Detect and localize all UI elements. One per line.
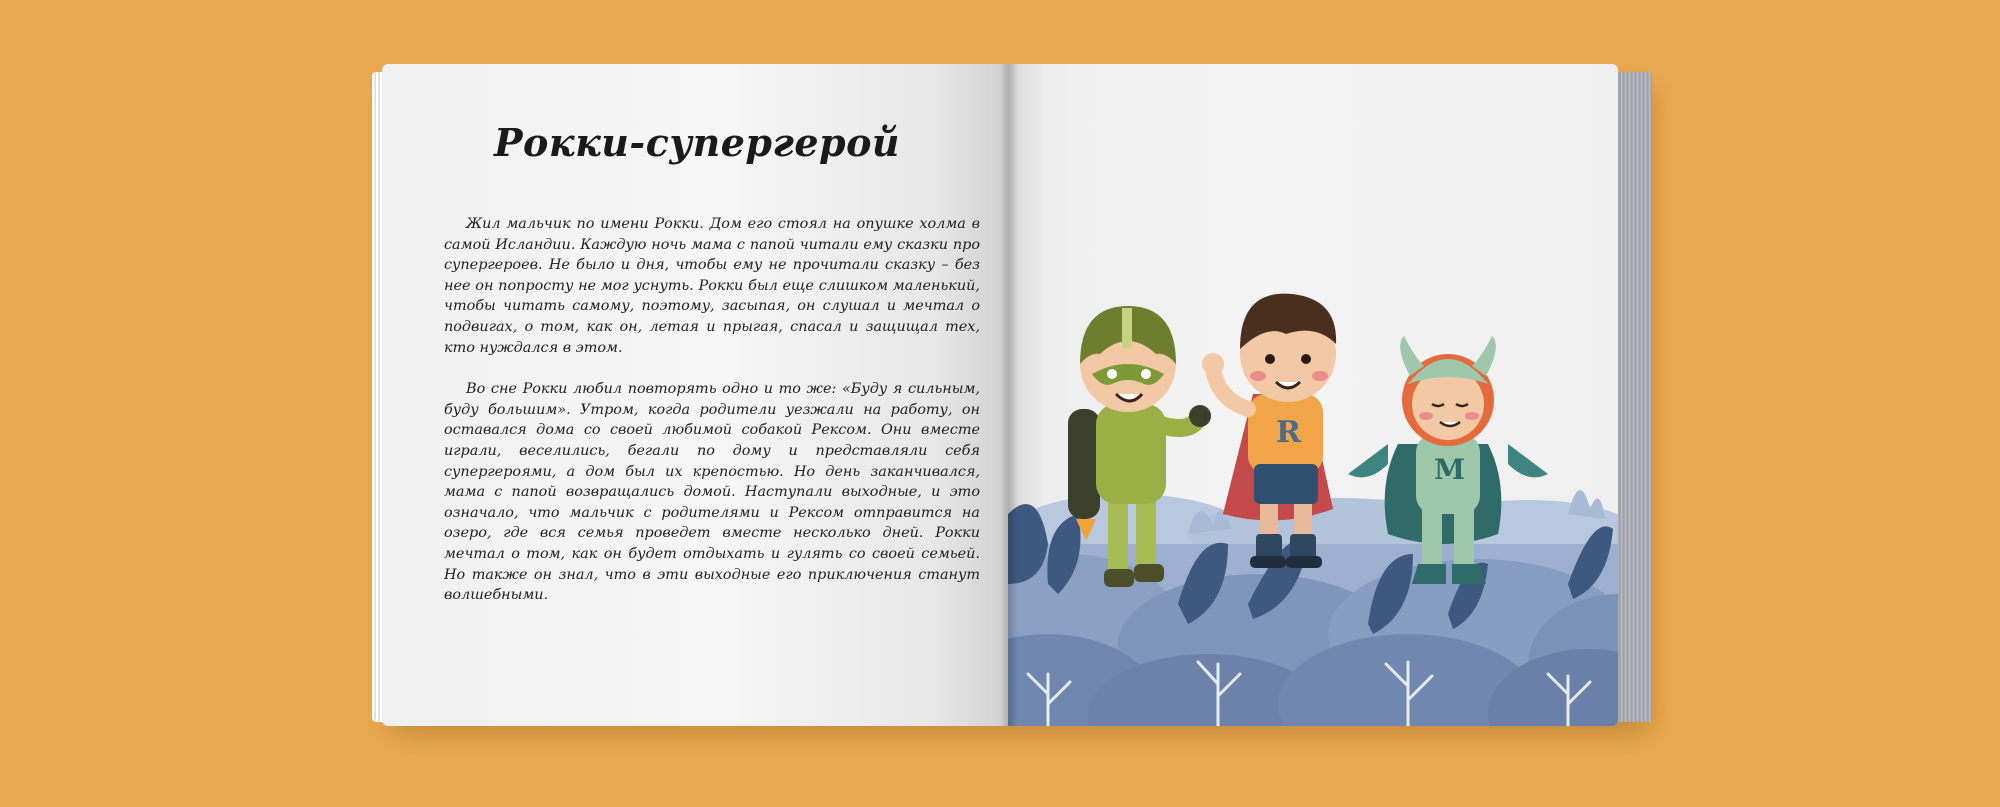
story-title: Рокки-супергерой (493, 120, 901, 165)
page-edges-right (1616, 72, 1652, 722)
hero-letter-m: M (1434, 453, 1465, 486)
story-paragraph-1: Жил мальчик по имени Рокки. Дом его стоял на опушке холма в самой Исландии. Каждую ночь мама с папой читали ему сказки про супергероев. Не было и дня, чтобы ему не прочитали сказку – без нее он попросту не мог уснуть. Рокки был еще слишком маленький, чтобы читать самому, поэтому, засыпая, он слушал и мечтал о подвигах, о том, как он, летая и прыгая, спасал и защищал тех, кто нуждался в этом. (444, 216, 980, 356)
left-page (382, 64, 1012, 726)
right-page (1008, 64, 1618, 726)
open-book (372, 64, 1652, 730)
hero-letter-r: R (1276, 415, 1301, 450)
superhero-kids-illustration (1008, 64, 1618, 726)
story-paragraph-2: Во сне Рокки любил повторять одно и то же: «Буду я сильным, буду большим». Утром, когда родители уезжали на работу, он оставался дома со своей любимой собакой Рексом. Они вместе играли, веселились, бегали по дому и представляли себя супергероями, а дом был их крепостью. Но день заканчивался, мама с папой возвращались домой. Наступали выходные, и это означало, что мальчик с родителями и Рексом отправится на озеро, где вся семья проведет вместе несколько дней. Рокки мечтал о том, как он будет отдыхать и гулять со своей семьей. Но также он знал, что в эти выходные его приключения станут волшебными. (444, 381, 980, 604)
story-text (444, 214, 980, 627)
book-spine-shadow (1000, 64, 1018, 726)
